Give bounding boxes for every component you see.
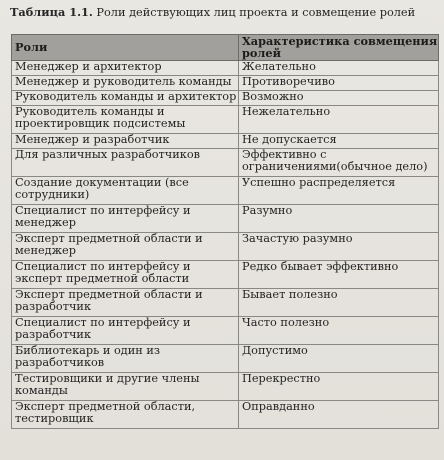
characteristic-cell: [239, 232, 439, 260]
characteristic-cell: [239, 344, 439, 372]
characteristic-cell: [239, 133, 439, 148]
role-cell: [12, 372, 239, 400]
characteristic-text: Возможно: [242, 90, 304, 103]
characteristic-text: Не допускается: [242, 133, 337, 146]
role-cell: [12, 260, 239, 288]
role-text: Эксперт предметной области и менеджер: [15, 232, 203, 257]
table-row: [12, 400, 439, 428]
table-row: [12, 316, 439, 344]
table-row: [12, 133, 439, 148]
table-caption: [10, 5, 435, 19]
role-cell: [12, 75, 239, 90]
characteristic-cell: [239, 316, 439, 344]
characteristic-cell: [239, 75, 439, 90]
table-row: [12, 90, 439, 105]
role-cell: [12, 105, 239, 133]
characteristic-cell: [239, 148, 439, 176]
role-cell: [12, 288, 239, 316]
characteristic-text: Редко бывает эффективно: [242, 260, 399, 273]
role-text: Для различных разработчиков: [15, 148, 201, 161]
table-row: [12, 372, 439, 400]
table-row: [12, 176, 439, 204]
role-text: Эксперт предметной области, тестировщик: [15, 400, 196, 425]
characteristic-text: Бывает полезно: [242, 288, 338, 301]
role-text: Создание документации (все сотрудники): [15, 176, 189, 201]
table-row: [12, 204, 439, 232]
role-text: Менеджер и руководитель команды: [15, 75, 232, 88]
role-cell: [12, 316, 239, 344]
role-text: Библиотекарь и один из разработчиков: [15, 344, 161, 369]
column-header-characteristic: Характеристика совмещения ролей: [239, 35, 439, 61]
role-text: Специалист по интерфейсу и менеджер: [15, 204, 191, 229]
characteristic-text: Зачастую разумно: [242, 232, 353, 245]
table-caption-label: Таблица 1.1.: [10, 5, 93, 19]
column-header-roles: Роли: [12, 35, 239, 61]
characteristic-cell: [239, 105, 439, 133]
characteristic-cell: [239, 204, 439, 232]
characteristic-text: Нежелательно: [242, 105, 331, 118]
role-cell: [12, 176, 239, 204]
table-row: [12, 60, 439, 75]
characteristic-text: Противоречиво: [242, 75, 335, 88]
role-text: Эксперт предметной области и разработчик: [15, 288, 203, 313]
characteristic-text: Оправданно: [242, 400, 315, 413]
role-cell: [12, 400, 239, 428]
table-row: [12, 148, 439, 176]
role-cell: [12, 344, 239, 372]
role-text: Менеджер и разработчик: [15, 133, 170, 146]
characteristic-text: Желательно: [242, 60, 316, 73]
table-row: [12, 232, 439, 260]
characteristic-cell: [239, 400, 439, 428]
roles-table: [11, 34, 439, 429]
characteristic-cell: [239, 176, 439, 204]
role-cell: [12, 60, 239, 75]
role-text: Менеджер и архитектор: [15, 60, 162, 73]
characteristic-text: Допустимо: [242, 344, 308, 357]
characteristic-cell: [239, 288, 439, 316]
role-cell: [12, 204, 239, 232]
characteristic-text: Часто полезно: [242, 316, 330, 329]
role-text: Специалист по интерфейсу и разработчик: [15, 316, 191, 341]
table-row: [12, 75, 439, 90]
role-text: Специалист по интерфейсу и эксперт предметной области: [15, 260, 191, 285]
characteristic-text: Успешно распределяется: [242, 176, 396, 189]
characteristic-text: Перекрестно: [242, 372, 321, 385]
characteristic-cell: [239, 90, 439, 105]
role-text: Руководитель команды и архитектор: [15, 90, 237, 103]
characteristic-cell: [239, 60, 439, 75]
role-cell: [12, 90, 239, 105]
role-cell: [12, 232, 239, 260]
characteristic-text: Разумно: [242, 204, 293, 217]
role-text: Руководитель команды и проектировщик подсистемы: [15, 105, 186, 130]
table-header-row: [12, 35, 439, 61]
table-row: [12, 260, 439, 288]
table-row: [12, 288, 439, 316]
role-text: Тестировщики и другие члены команды: [15, 372, 200, 397]
characteristic-cell: [239, 260, 439, 288]
table-caption-text: Роли действующих лиц проекта и совмещение ролей: [96, 6, 416, 19]
role-cell: [12, 133, 239, 148]
role-cell: [12, 148, 239, 176]
table-row: [12, 105, 439, 133]
table-row: [12, 344, 439, 372]
characteristic-text: Эффективно с ограничениями(обычное дело): [242, 148, 428, 173]
characteristic-cell: [239, 372, 439, 400]
